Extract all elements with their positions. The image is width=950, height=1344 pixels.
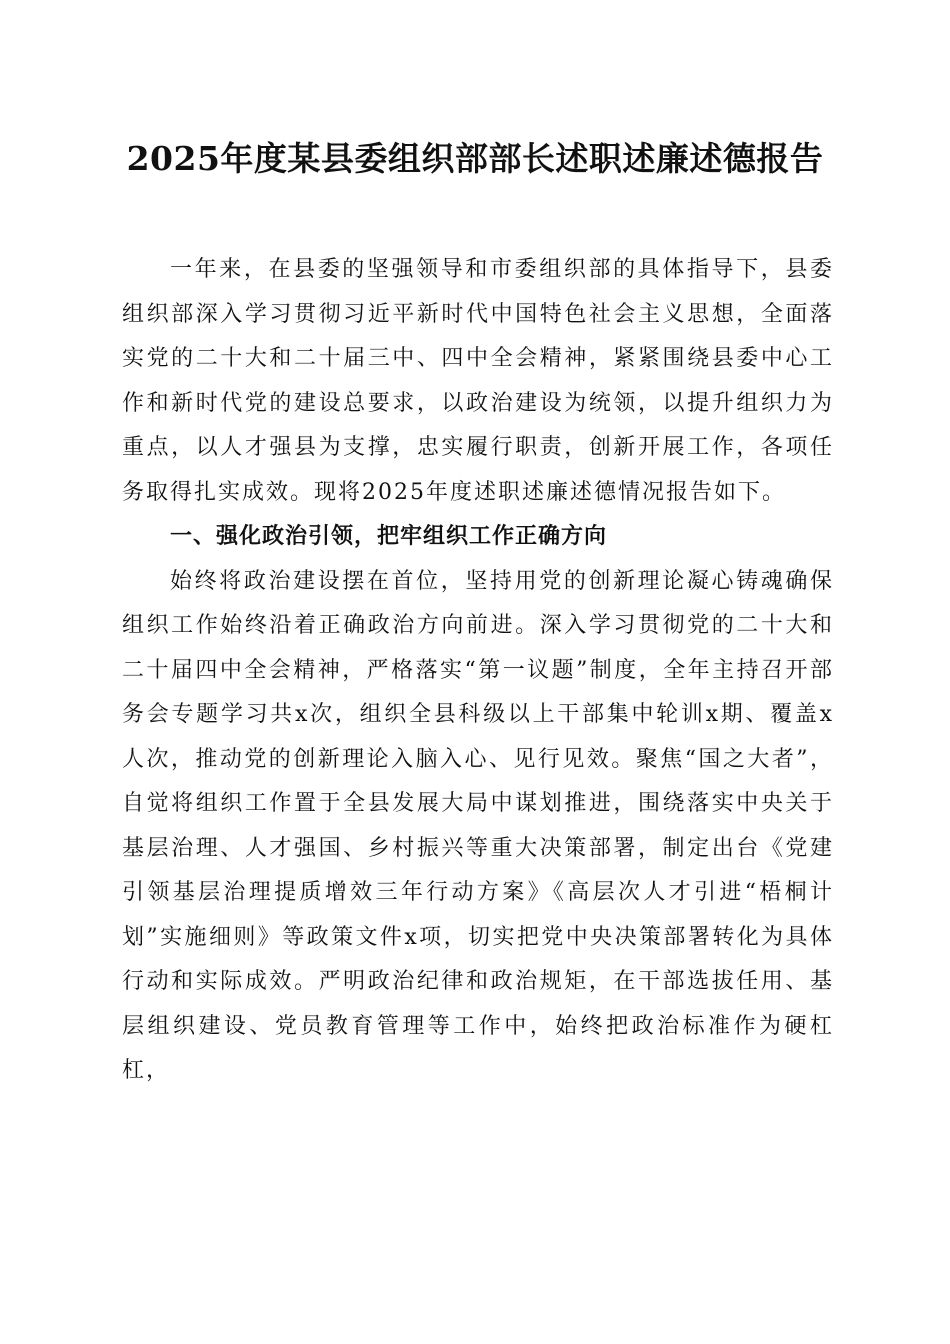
- section-1-paragraph: 始终将政治建设摆在首位，坚持用党的创新理论凝心铸魂确保组织工作始终沿着正确政治方向前进。深入学习贯彻党的二十大和二十届四中全会精神，严格落实“第一议题”制度，全年主持召开部务会专题学习共x次，组织全县科级以上干部集中轮训x期、覆盖x人次，推动党的创新理论入脑入心、见行见效。聚焦“国之大者”，自觉将组织工作置于全县发展大局中谋划推进，围绕落实中央关于基层治理、人才强国、乡村振兴等重大决策部署，制定出台《党建引领基层治理提质增效三年行动方案》《高层次人才引进“梧桐计划”实施细则》等政策文件x项，切实把党中央决策部署转化为具体行动和实际成效。严明政治纪律和政治规矩，在干部选拔任用、基层组织建设、党员教育管理等工作中，始终把政治标准作为硬杠杠，: [122, 568, 834, 1083]
- section-1-heading: 一、强化政治引领，把牢组织工作正确方向: [170, 524, 608, 549]
- intro-paragraph: 一年来，在县委的坚强领导和市委组织部的具体指导下，县委组织部深入学习贯彻习近平新时代中国特色社会主义思想，全面落实党的二十大和二十届三中、四中全会精神，紧紧围绕县委中心工作和新时代党的建设总要求，以政治建设为统领，以提升组织力为重点，以人才强县为支撑，忠实履行职责，创新开展工作，各项任务取得扎实成效。现将2025年度述职述廉述德情况报告如下。: [122, 257, 834, 505]
- document-title: 2025年度某县委组织部部长述职述廉述德报告: [126, 139, 824, 178]
- document-body: [122, 248, 834, 1094]
